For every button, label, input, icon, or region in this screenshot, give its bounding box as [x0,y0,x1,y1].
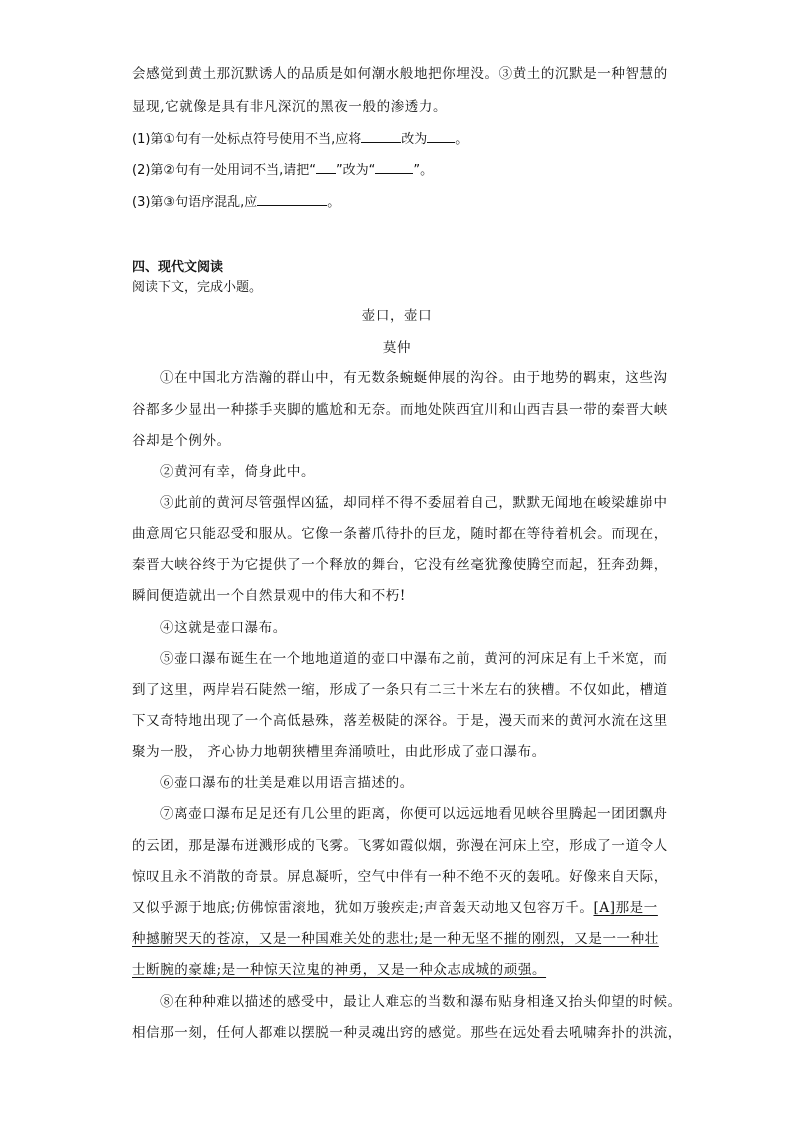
underlined-sentence-a: [A]那是一 [593,900,658,916]
paragraph-line: 谷却是个例外。 [132,433,231,449]
paragraph-line: 瞬间便造就出一个自然景观中的伟大和不朽! [132,588,406,604]
paragraph-line: 聚为一股， 齐心协力地朝狭槽里奔涌喷吐，由此形成了壶口瀑布。 [132,744,546,760]
question-3-text: 。 [327,195,341,210]
paragraph-line: 下又奇特地出现了一个高低悬殊，落差极陡的深谷。于是，漫天而来的黄河水流在这里 [132,713,668,729]
paragraph-line: ⑦离壶口瀑布足足还有几公里的距离，你便可以远远地看见峡谷里腾起一团团飘舟 [160,806,668,822]
answer-blank[interactable] [257,192,327,206]
paragraph-line: ②黄河有幸，倚身此中。 [160,464,316,480]
question-2-text: ”。 [413,163,434,178]
question-2 [132,160,433,181]
answer-blank[interactable] [375,160,413,174]
question-1-text: (1)第①句有一处标点符号使用不当,应将 [132,132,362,147]
question-3-text: (3)第③句语序混乱,应 [132,195,258,210]
paragraph-line: ⑤壶口瀑布诞生在一个地地道道的壶口中瀑布之前，黄河的河床足有上千米宽，而 [160,651,668,667]
paragraph-line: 到了这里，两岸岩石陡然一缩，形成了一条只有二三十米左右的狭槽。不仅如此，槽道 [132,682,668,698]
paragraph-line: ④这就是壶口瀑布。 [160,620,287,636]
instruction-text: 阅读下文，完成小题。 [132,280,263,295]
underlined-sentence-a: 种撼腑哭天的苍凉，又是一种国难关处的悲壮;是一种无坚不摧的刚烈，又是一一种壮 [132,931,659,947]
section-heading: 四、现代文阅读 [132,260,224,275]
underlined-sentence-a: 士断腕的豪雄;是一种惊天泣鬼的神勇，又是一种众志成城的顽强。 [132,962,547,978]
paragraph-text: 又似乎源于地底;仿佛惊雷滚地，犹如万骏疾走;声音轰天动地又包容万千。 [132,900,594,916]
paragraph-line: ⑥壶口瀑布的壮美是难以用语言描述的。 [160,775,414,791]
paragraph-line: 曲意周它只能忍受和服从。它像一条蓄爪待扑的巨龙，随时都在等待着机会。而现在， [132,526,668,542]
answer-blank[interactable] [427,129,455,143]
paragraph-line: ⑧在种种难以描述的感受中，最让人难忘的当数和瀑布贴身相逢又抬头仰望的时候。 [160,994,682,1010]
question-1-text: 。 [455,132,469,147]
question-1 [132,129,468,150]
passage-line: 显现,它就像是具有非凡深沉的黑夜一般的渗透力。 [132,99,448,115]
answer-blank[interactable] [316,160,336,174]
paragraph-line: 的云团，那是瀑布迸溅形成的飞雾。飞雾如霞似烟，弥漫在河床上空，形成了一道令人 [132,838,668,854]
article-author: 莫仲 [382,340,412,356]
paragraph-line: ①在中国北方浩瀚的群山中，有无数条蜿蜒伸展的沟谷。由于地势的羁束，这些沟 [160,370,668,386]
question-2-text: (2)第②句有一处用词不当,请把“ [132,163,316,178]
paragraph-line: ③此前的黄河尽管强悍凶猛，却同样不得不委屈着自己，默默无闻地在峻梁雄峁中 [160,495,668,511]
paragraph-line: 相信那一刻，任何人都难以摆脱一种灵魂出窍的感觉。那些在远处看去吼啸奔扑的洪流， [132,1025,682,1041]
question-2-text: ”改为“ [335,163,376,178]
question-1-text: 改为 [401,132,428,147]
paragraph-line: 秦晋大峡谷终于为它提供了一个释放的舞台，它没有丝毫犹豫使腾空而起，狂奔劲舞， [132,557,668,573]
passage-line: 会感觉到黄土那沉默诱人的品质是如何潮水般地把你埋没。③黄土的沉默是一种智慧的 [132,66,668,82]
paragraph-line [132,898,658,918]
paragraph-line: 惊叹且永不消散的奇景。屏息凝听，空气中伴有一种不绝不灭的轰吼。好像来自天际， [132,869,668,885]
article-title: 壶口，壶口 [361,308,433,324]
paragraph-line: 谷都多少显出一种搽手夹脚的尴尬和无奈。而地处陕西宜川和山西吉县一带的秦晋大峡 [132,402,668,418]
question-3 [132,192,340,213]
answer-blank[interactable] [361,129,401,143]
